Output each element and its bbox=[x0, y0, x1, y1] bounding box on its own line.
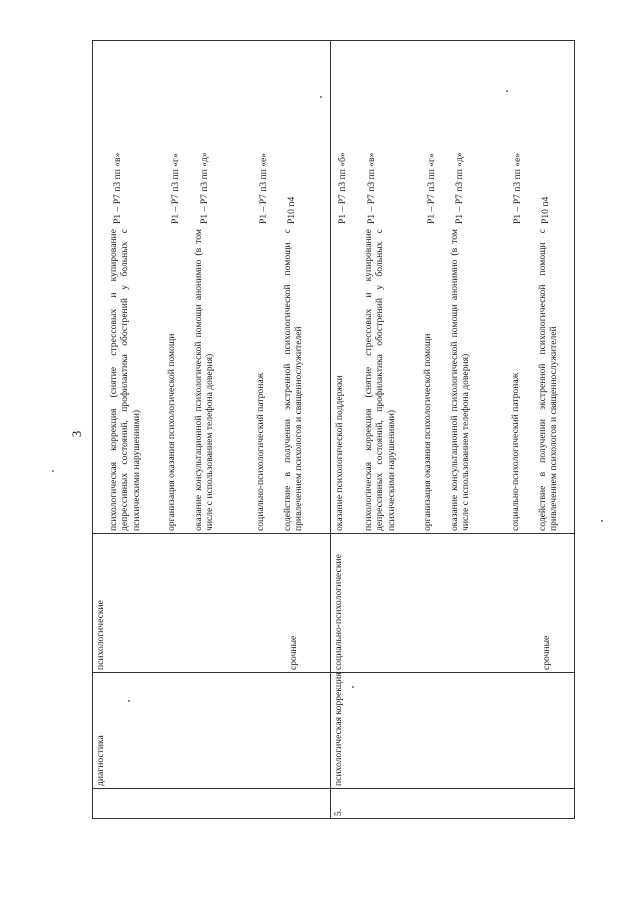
s4-col2: диагностика bbox=[95, 735, 106, 786]
scan-speck bbox=[601, 520, 603, 522]
s4-row-1-text: психологическая коррекция (снятие стрессовых и купирование депрессивных состояний, профилактика обострений у больных с психическими нарушениями) bbox=[108, 229, 142, 531]
s4-row-2-text: организация оказания психологической помощи bbox=[166, 333, 177, 531]
s5-row-4-ref: Р1 – Р7 п3 пп «д» bbox=[454, 152, 465, 224]
s5-col2: психологическая коррекция bbox=[333, 672, 344, 786]
s5-row-3-ref: Р1 – Р7 п3 пп «г» bbox=[426, 153, 437, 224]
s4-row-4-text: социально-психологический патронаж bbox=[255, 372, 266, 531]
border-bottom bbox=[92, 818, 574, 819]
scan-speck bbox=[128, 700, 130, 702]
border-left bbox=[92, 40, 93, 819]
s4-row-3-text: оказание консультационной психологической помощи анонимно (в том числе с использованием телефона доверия) bbox=[193, 229, 216, 531]
scan-speck bbox=[320, 96, 322, 98]
s5-row-1-ref: Р1 – Р7 п3 пп «б» bbox=[337, 152, 348, 224]
s5-col3-main: социально-психологические bbox=[333, 554, 344, 670]
page-number: 3 bbox=[69, 430, 84, 438]
section-divider bbox=[330, 40, 331, 819]
s5-row-4-text: оказание консультационной психологической помощи анонимно (в том числе с использованием телефона доверия) bbox=[449, 229, 472, 531]
col-divider-7 bbox=[92, 788, 574, 789]
scan-speck bbox=[506, 90, 508, 92]
scan-speck bbox=[52, 470, 54, 472]
s5-row-1-text: оказание психологической поддержки bbox=[334, 375, 345, 531]
s4-row-5-ref: Р10 п4 bbox=[286, 196, 297, 224]
s5-row-6-ref: Р10 п4 bbox=[540, 196, 551, 224]
s4-row-4-ref: Р1 – Р7 п3 пп «е» bbox=[258, 152, 269, 224]
s5-row-6-text: содействие в получении экстренной психологической помощи с привлечением психологов и священнослужителей bbox=[537, 229, 560, 531]
s5-row-5-text: социально-психологический патронаж bbox=[510, 372, 521, 531]
border-right bbox=[574, 40, 575, 819]
s4-row-3-ref: Р1 – Р7 п3 пп «д» bbox=[199, 152, 210, 224]
s5-row-3-text: организация оказания психологической помощи bbox=[422, 333, 433, 531]
s4-row-5-text: содействие в получении экстренной психологической помощи с привлечением психологов и священнослужителей bbox=[282, 229, 305, 531]
s5-col3-sub: срочные bbox=[541, 635, 552, 670]
s4-row-1-ref: Р1 – Р7 п3 пп «в» bbox=[112, 152, 123, 224]
scan-speck bbox=[352, 686, 354, 688]
s5-row-2-ref: Р1 – Р7 п3 пп «в» bbox=[366, 152, 377, 224]
s4-col3-sub: срочные bbox=[288, 635, 299, 670]
border-top bbox=[92, 40, 574, 41]
s5-row-2-text: психологическая коррекция (снятие стрессовых и купирование депрессивных состояний, профилактика обострений у больных с психическими нарушениями) bbox=[363, 229, 397, 531]
s5-col1: 5. bbox=[333, 808, 344, 816]
s5-row-5-ref: Р1 – Р7 п3 пп «е» bbox=[512, 152, 523, 224]
s4-row-2-ref: Р1 – Р7 п3 пп «г» bbox=[170, 153, 181, 224]
s4-col3-main: психологические bbox=[95, 600, 106, 670]
